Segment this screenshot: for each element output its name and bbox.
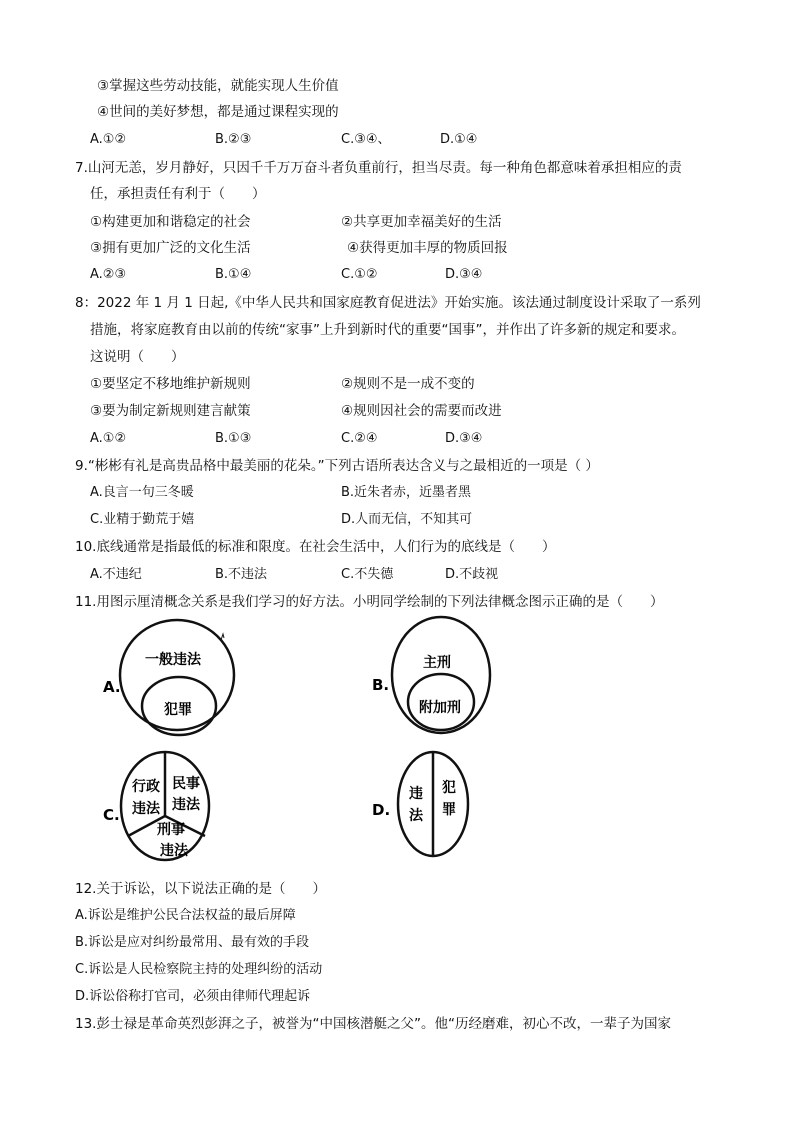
q6-item-3: ③掌握这些劳动技能，就能实现人生价值 bbox=[97, 78, 339, 94]
q12-stem: 12.关于诉讼，以下说法正确的是（ ） bbox=[75, 881, 326, 897]
diagram-d-letter: D. bbox=[372, 801, 391, 819]
q8-option-c: C.②④ bbox=[341, 431, 378, 446]
diagram-d-right-line1: 犯 bbox=[442, 780, 456, 796]
diagram-a-outer-label: 一般违法 bbox=[145, 652, 201, 668]
diagram-c-seg2-line2: 违法 bbox=[172, 797, 200, 813]
q12-option-c: C.诉讼是人民检察院主持的处理纠纷的活动 bbox=[75, 962, 323, 977]
diagram-d-right-line2: 罪 bbox=[442, 802, 456, 818]
q7-item-2: ②共享更加幸福美好的生活 bbox=[341, 214, 502, 230]
q8-option-b: B.①③ bbox=[215, 431, 252, 446]
q7-item-1: ①构建更加和谐稳定的社会 bbox=[90, 214, 251, 230]
q7-item-4: ④获得更加丰厚的物质回报 bbox=[347, 240, 508, 256]
diagram-c-seg3-line2: 违法 bbox=[160, 843, 188, 859]
q8-option-a: A.①② bbox=[90, 431, 127, 446]
q7-stem-line-1: 7.山河无恙，岁月静好，只因千千万万奋斗者负重前行，担当尽责。每一种角色都意味着承担相应的责 bbox=[75, 160, 682, 176]
diagram-d-left-line1: 违 bbox=[409, 786, 423, 802]
q9-option-c: C.业精于勤荒于嬉 bbox=[90, 512, 195, 527]
q10-option-a: A.不违纪 bbox=[90, 567, 142, 582]
q7-stem-line-2: 任，承担责任有利于（ ） bbox=[90, 186, 266, 202]
q8-item-2: ②规则不是一成不变的 bbox=[341, 376, 475, 392]
q8-stem-line-2: 措施，将家庭教育由以前的传统“家事”上升到新时代的重要“国事”，并作出了许多新的规定和要求。 bbox=[90, 322, 685, 338]
diagram-c-seg3-line1: 刑事 bbox=[157, 822, 185, 838]
q8-item-4: ④规则因社会的需要而改进 bbox=[341, 403, 502, 419]
q12-option-d: D.诉讼俗称打官司，必须由律师代理起诉 bbox=[75, 989, 311, 1004]
q6-option-a: A.①② bbox=[90, 132, 127, 147]
q9-option-b: B.近朱者赤，近墨者黑 bbox=[341, 485, 472, 500]
diagram-d bbox=[372, 752, 468, 856]
diagram-c-seg2-line1: 民事 bbox=[172, 776, 200, 792]
diagram-c bbox=[103, 752, 209, 860]
q10-option-c: C.不失德 bbox=[341, 567, 394, 582]
q7-option-d: D.③④ bbox=[445, 267, 483, 282]
q12-option-b: B.诉讼是应对纠纷最常用、最有效的手段 bbox=[75, 935, 310, 950]
diagram-b-inner-label: 附加刑 bbox=[419, 700, 461, 716]
q9-option-d: D.人而无信，不知其可 bbox=[341, 512, 473, 527]
q11-diagrams bbox=[0, 610, 793, 890]
q8-item-3: ③要为制定新规则建言献策 bbox=[90, 403, 251, 419]
q9-option-a: A.良言一句三冬暖 bbox=[90, 485, 194, 500]
diagram-c-seg1-line1: 行政 bbox=[132, 779, 160, 795]
diagram-b bbox=[372, 617, 490, 733]
q6-item-4: ④世间的美好梦想，都是通过课程实现的 bbox=[97, 104, 339, 120]
q8-stem-line-3: 这说明（ ） bbox=[90, 349, 185, 365]
q7-option-b: B.①④ bbox=[215, 267, 252, 282]
q6-option-c: C.③④、 bbox=[341, 132, 391, 147]
q6-option-d: D.①④ bbox=[440, 132, 478, 147]
diagram-a bbox=[103, 620, 234, 735]
q10-option-b: B.不违法 bbox=[215, 567, 268, 582]
q7-item-3: ③拥有更加广泛的文化生活 bbox=[90, 240, 251, 256]
q8-option-d: D.③④ bbox=[445, 431, 483, 446]
q6-option-b: B.②③ bbox=[215, 132, 252, 147]
diagram-a-inner-label: 犯罪 bbox=[164, 702, 192, 718]
diagram-d-left-line2: 法 bbox=[409, 808, 423, 824]
q12-option-a: A.诉讼是维护公民合法权益的最后屏障 bbox=[75, 908, 296, 923]
diagram-b-outer-label: 主刑 bbox=[423, 655, 451, 671]
q7-option-a: A.②③ bbox=[90, 267, 127, 282]
diagram-a-letter: A. bbox=[103, 678, 121, 696]
q10-option-d: D.不歧视 bbox=[445, 567, 499, 582]
diagram-a-pen-mark bbox=[221, 634, 224, 640]
q9-stem: 9.“彬彬有礼是高贵品格中最美丽的花朵。”下列古语所表达含义与之最相近的一项是（ ） bbox=[75, 458, 599, 474]
diagram-c-letter: C. bbox=[103, 806, 120, 824]
diagram-b-letter: B. bbox=[372, 676, 390, 694]
q10-stem: 10.底线通常是指最低的标准和限度。在社会生活中，人们行为的底线是（ ） bbox=[75, 539, 556, 555]
q8-item-1: ①要坚定不移地维护新规则 bbox=[90, 376, 251, 392]
diagram-c-seg1-line2: 违法 bbox=[132, 801, 160, 817]
q11-stem: 11.用图示厘清概念关系是我们学习的好方法。小明同学绘制的下列法律概念图示正确的是（ ） bbox=[75, 594, 664, 610]
q13-stem-line-1: 13.彭士禄是革命英烈彭湃之子，被誉为“中国核潜艇之父”。他“历经磨难，初心不改，一辈子为国家 bbox=[75, 1016, 671, 1032]
q7-option-c: C.①② bbox=[341, 267, 378, 282]
q8-stem-line-1: 8：2022 年 1 月 1 日起,《中华人民共和国家庭教育促进法》开始实施。该法通过制度设计采取了一系列 bbox=[75, 295, 701, 311]
